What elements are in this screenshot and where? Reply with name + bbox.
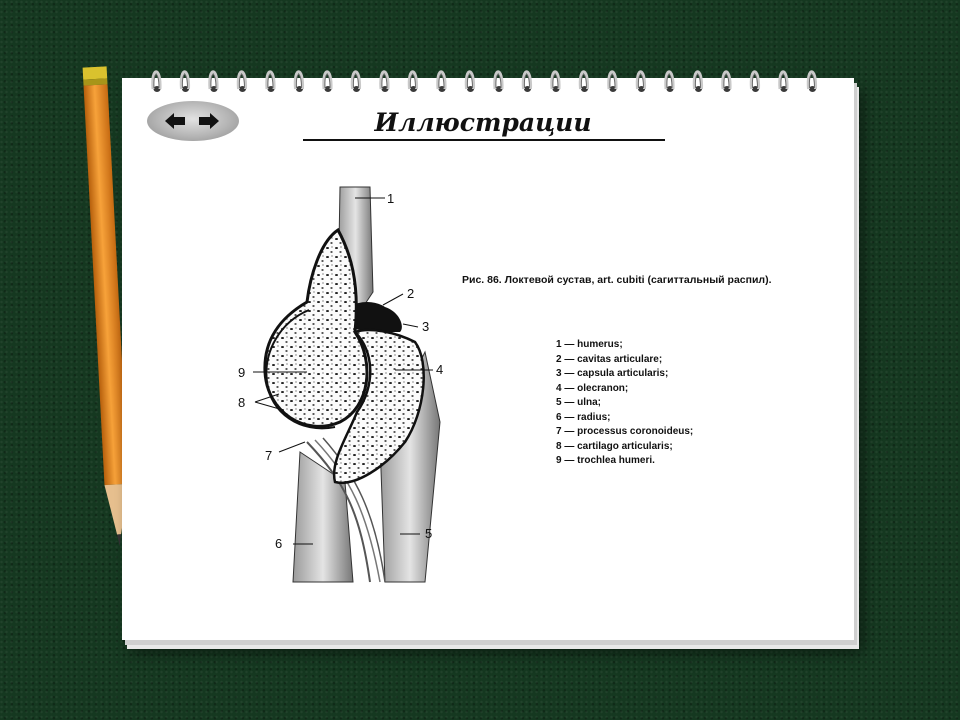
spiral-ring [295, 72, 303, 92]
legend-item: 2 — cavitas articulare; [556, 353, 663, 365]
prev-page-button[interactable] [164, 112, 186, 130]
spiral-binding [122, 62, 854, 102]
spiral-ring [438, 72, 446, 92]
legend-item: 4 — olecranon; [556, 382, 629, 394]
spiral-ring [580, 72, 588, 92]
legend-item: 9 — trochlea humeri. [556, 455, 655, 466]
callout-label: 5 [425, 526, 433, 541]
next-page-button[interactable] [198, 112, 220, 130]
spiral-ring [352, 72, 360, 92]
figure-legend [556, 338, 693, 469]
callout-label: 4 [436, 362, 444, 377]
arrow-left-icon [164, 112, 186, 130]
page-title: Иллюстрации [374, 108, 592, 137]
notebook-page [122, 78, 854, 640]
callout-label: 2 [407, 286, 415, 301]
spiral-ring [751, 72, 759, 92]
callout-label: 1 [387, 191, 395, 206]
spiral-ring [694, 72, 702, 92]
legend-item: 8 — cartilago articularis; [556, 440, 673, 452]
navigation-bar [147, 101, 239, 141]
spiral-ring [552, 72, 560, 92]
spiral-ring [495, 72, 503, 92]
arrow-right-icon [198, 112, 220, 130]
legend-item: 3 — capsula articularis; [556, 368, 669, 379]
spiral-ring [181, 72, 189, 92]
elbow-joint-illustration [235, 182, 465, 587]
callout-label: 7 [265, 448, 273, 463]
spiral-ring [808, 72, 816, 92]
callout-label: 8 [238, 395, 246, 410]
legend-item: 5 — ulna; [556, 397, 602, 408]
legend-item: 1 — humerus; [556, 339, 623, 350]
callout-label: 6 [275, 536, 283, 551]
callout-label: 9 [238, 365, 246, 380]
spiral-ring [324, 72, 332, 92]
spiral-ring [780, 72, 788, 92]
spiral-ring [466, 72, 474, 92]
spiral-ring [523, 72, 531, 92]
spiral-ring [666, 72, 674, 92]
spiral-ring [381, 72, 389, 92]
spiral-ring [723, 72, 731, 92]
spiral-ring [210, 72, 218, 92]
callout-label: 3 [422, 319, 430, 334]
spiral-ring [267, 72, 275, 92]
figure-caption: Рис. 86. Локтевой сустав, art. cubiti (сагиттальный распил). [462, 274, 772, 286]
legend-item: 6 — radius; [556, 411, 611, 423]
legend-item: 7 — processus coronoideus; [556, 426, 694, 437]
spiral-ring [153, 72, 161, 92]
spiral-ring [409, 72, 417, 92]
spiral-ring [609, 72, 617, 92]
title-underline [303, 139, 665, 141]
spiral-ring [238, 72, 246, 92]
spiral-ring [637, 72, 645, 92]
